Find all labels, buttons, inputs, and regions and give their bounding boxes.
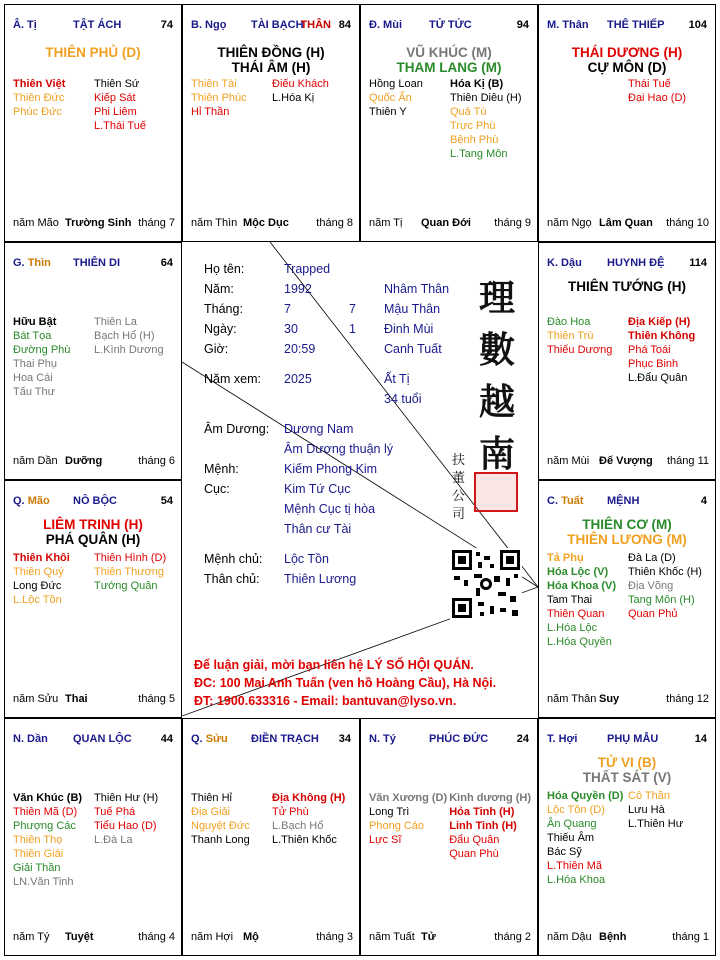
minor-star: Thanh Long xyxy=(191,834,250,846)
palace-stage: Trường Sinh xyxy=(65,217,132,229)
minor-star: Tấu Thư xyxy=(13,386,56,398)
main-stars xyxy=(361,45,537,75)
minor-star: Phá Toái xyxy=(628,344,671,356)
palace-number: 74 xyxy=(160,19,173,31)
palace-month: tháng 6 xyxy=(138,455,175,467)
month-can-chi: Mậu Thân xyxy=(384,302,441,316)
minor-star: L.Thái Tuế xyxy=(94,120,146,132)
minor-star: Thiên Khôi xyxy=(13,552,70,564)
minor-star: Quốc Ấn xyxy=(369,92,412,104)
palace-header xyxy=(13,495,175,507)
palace-number: 94 xyxy=(516,19,529,31)
palace-stage: Tuyệt xyxy=(65,931,94,943)
year-can-chi: Nhâm Thân xyxy=(384,282,450,296)
minor-star: Thiếu Âm xyxy=(547,832,595,844)
birth-hour: 20:59 xyxy=(284,342,316,356)
person-name: Trapped xyxy=(284,262,331,276)
chart-center-panel xyxy=(182,242,538,716)
palace-stage: Tử xyxy=(421,931,436,943)
palace-stage: Mộ xyxy=(243,931,259,943)
minor-star: Lực Sĩ xyxy=(369,834,402,846)
minor-star: Thiên Thương xyxy=(94,566,165,578)
cuc-label: Cục: xyxy=(204,482,230,496)
main-stars xyxy=(539,755,715,785)
minor-star: Thiên Quý xyxy=(13,566,64,578)
palace-footer xyxy=(191,931,353,945)
main-star: THIÊN TƯỚNG (H) xyxy=(568,279,686,294)
palace-title: TÀI BẠCH xyxy=(251,19,304,31)
main-stars xyxy=(539,517,715,547)
minor-stars xyxy=(191,791,353,847)
minor-star: Thiếu Dương xyxy=(547,344,613,356)
minor-star: Thiên La xyxy=(94,316,137,328)
minor-star: L.Hóa Khoa xyxy=(547,874,606,886)
minor-star: Phượng Các xyxy=(13,820,76,832)
palace-branch: Q. xyxy=(191,733,203,745)
minor-star: Tang Môn (H) xyxy=(628,594,695,606)
palace-cell-dan[interactable] xyxy=(4,718,182,956)
main-star: THIÊN ĐỒNG (H) xyxy=(217,45,325,60)
minor-star: Tử Phù xyxy=(272,806,309,818)
palace-footer xyxy=(369,931,531,945)
palace-number: 54 xyxy=(160,495,173,507)
main-star: THÁI ÂM (H) xyxy=(231,60,311,75)
palace-branch: T. Hợi xyxy=(547,733,578,745)
hour-label: Giờ: xyxy=(204,342,229,356)
minor-star: Địa Giải xyxy=(191,806,231,818)
minor-stars xyxy=(13,315,175,399)
minor-star: Hoa Cái xyxy=(13,372,53,384)
palace-footer xyxy=(547,217,709,231)
palace-title: HUYNH ĐỆ xyxy=(607,257,665,269)
palace-cell-suu[interactable] xyxy=(182,718,360,956)
palace-number: 64 xyxy=(160,257,173,269)
minor-star: L.Đẩu Quân xyxy=(628,372,688,384)
palace-footer xyxy=(13,455,175,469)
minor-star: Bệnh Phù xyxy=(450,134,499,146)
palace-cell-ty[interactable] xyxy=(4,4,182,242)
palace-branch: Â. Tị xyxy=(13,19,37,31)
palace-year: năm Mão xyxy=(13,217,59,229)
main-star: THIÊN CƠ (M) xyxy=(582,517,672,532)
palace-branch: N. Dần xyxy=(13,733,48,745)
minor-star: Tả Phụ xyxy=(547,552,584,564)
main-star: THAM LANG (M) xyxy=(396,60,502,75)
menh-chu: Lộc Tồn xyxy=(284,552,329,566)
minor-star: Thiên Không xyxy=(628,330,696,342)
palace-month: tháng 12 xyxy=(666,693,709,705)
main-stars xyxy=(539,279,715,294)
main-star: TỬ VI (B) xyxy=(597,755,657,770)
palace-stage: Quan Đới xyxy=(421,217,471,229)
palace-year: năm Tuất xyxy=(369,931,415,943)
minor-star: Hóa Quyền (D) xyxy=(547,790,624,802)
minor-star: Trực Phù xyxy=(450,120,496,132)
palace-number: 84 xyxy=(338,19,351,31)
palace-month: tháng 11 xyxy=(666,455,709,467)
minor-star: Bạch Hổ (H) xyxy=(94,330,155,342)
main-stars xyxy=(539,45,715,75)
palace-month: tháng 4 xyxy=(138,931,175,943)
palace-cell-ngo[interactable] xyxy=(182,4,360,242)
seal-side-text: 扶 董 公 司 xyxy=(452,453,466,522)
amduong: Dương Nam xyxy=(284,422,354,436)
minor-star: L.Hóa Quyền xyxy=(547,636,612,648)
palace-branch: Đ. Mùi xyxy=(369,19,402,31)
palace-header xyxy=(547,495,709,507)
than-chu-label: Thân chủ: xyxy=(204,572,260,586)
birth-month: 7 xyxy=(284,302,291,316)
minor-star: Phúc Đức xyxy=(13,106,62,118)
palace-cell-ty2[interactable] xyxy=(360,718,538,956)
minor-star: L.Hóa Lộc xyxy=(547,622,598,634)
contact-phone-email: ĐT: 1900.633316 - Email: bantuvan@lyso.vn. xyxy=(194,694,457,708)
minor-stars xyxy=(369,791,531,861)
minor-star: Linh Tinh (H) xyxy=(449,820,517,832)
palace-year: năm Mùi xyxy=(547,455,590,467)
palace-title: TỬ TỨC xyxy=(429,19,472,31)
palace-branch: B. Ngọ xyxy=(191,19,227,31)
cuc-note: Mệnh Cục tị hòa xyxy=(284,502,376,516)
palace-cell-tuat[interactable] xyxy=(538,480,716,718)
minor-star: Văn Xương (D) xyxy=(369,792,448,804)
palace-title: PHỤ MẪU xyxy=(607,733,659,745)
minor-star: Địa Võng xyxy=(628,580,674,592)
minor-star: L.Bạch Hổ xyxy=(272,820,324,832)
palace-year: năm Dậu xyxy=(547,931,592,943)
palace-footer xyxy=(547,931,709,945)
palace-branch-name: Mão xyxy=(27,495,50,507)
minor-star: Cô Thần xyxy=(628,790,670,802)
palace-footer xyxy=(547,455,709,469)
minor-star: L.Đà La xyxy=(94,834,133,846)
than-cu: Thân cư Tài xyxy=(284,522,352,536)
minor-stars xyxy=(13,791,175,889)
palace-branch: N. Tý xyxy=(369,733,396,745)
palace-branch: G. xyxy=(13,257,25,269)
minor-star: Thiên Trù xyxy=(547,330,594,342)
red-seal-stamp xyxy=(474,472,518,512)
cuc: Kim Tứ Cục xyxy=(284,482,351,496)
year-label: Năm: xyxy=(204,282,234,296)
minor-star: Kiếp Sát xyxy=(94,92,136,104)
palace-branch-name: Tuất xyxy=(561,495,584,507)
palace-title: NÔ BỘC xyxy=(73,495,117,507)
minor-star: Hóa Khoa (V) xyxy=(547,580,617,592)
palace-header xyxy=(369,733,531,745)
minor-star: Văn Khúc (B) xyxy=(13,792,83,804)
palace-branch-name: Thìn xyxy=(27,257,51,269)
minor-star: Thiên Y xyxy=(369,106,407,118)
main-star: THIÊN LƯƠNG (M) xyxy=(567,532,687,547)
minor-star: Thiên Khốc (H) xyxy=(628,566,702,578)
minor-star: Phong Cáo xyxy=(369,820,425,832)
palace-month: tháng 7 xyxy=(138,217,175,229)
minor-star: Thiên Đức xyxy=(13,92,65,104)
palace-month: tháng 3 xyxy=(316,931,353,943)
minor-star: Tam Thai xyxy=(547,594,593,606)
minor-star: Thiên Sứ xyxy=(94,78,140,90)
minor-star: L.Kình Dương xyxy=(94,344,164,356)
minor-star: L.Tang Môn xyxy=(450,148,508,160)
hour-can-chi: Canh Tuất xyxy=(384,342,442,356)
minor-star: L.Thiên Mã xyxy=(547,860,603,872)
main-stars xyxy=(5,45,181,60)
minor-stars xyxy=(547,77,709,105)
palace-title: TẬT ÁCH xyxy=(73,19,122,31)
palace-stage: Mộc Dục xyxy=(243,217,289,229)
palace-number: 34 xyxy=(338,733,351,745)
palace-month: tháng 10 xyxy=(666,217,709,229)
minor-star: Địa Không (H) xyxy=(272,792,346,804)
than-chu: Thiên Lương xyxy=(284,572,357,586)
contact-line-1: Để luận giải, mời bạn liên hệ LÝ SỐ HỘI QUÁN. xyxy=(194,658,474,672)
birth-day: 30 xyxy=(284,322,298,336)
minor-star: Thiên Hỉ xyxy=(191,792,232,804)
palace-stage: Thai xyxy=(65,693,88,705)
palace-cell-mui[interactable] xyxy=(360,4,538,242)
palace-header xyxy=(191,19,353,31)
minor-star: Thiên Mã (D) xyxy=(13,806,78,818)
minor-star: Tiểu Hao (D) xyxy=(94,820,157,832)
palace-branch-name: Sửu xyxy=(205,733,228,745)
main-star: PHÁ QUÂN (H) xyxy=(45,532,141,547)
palace-footer xyxy=(547,693,709,707)
minor-star: Quan Phủ xyxy=(628,608,678,620)
minor-star: Thiên Hư (H) xyxy=(94,792,159,804)
palace-number: 114 xyxy=(689,257,707,269)
minor-star: Lộc Tồn (D) xyxy=(547,804,605,816)
minor-star: Kình dương (H) xyxy=(449,792,531,804)
name-label: Họ tên: xyxy=(204,262,245,276)
palace-number: 14 xyxy=(694,733,707,745)
palace-title: QUAN LỘC xyxy=(73,733,132,745)
minor-stars xyxy=(547,551,709,649)
palace-cell-hoi[interactable] xyxy=(538,718,716,956)
minor-star: L.Lộc Tồn xyxy=(13,594,62,606)
minor-star: Long Đức xyxy=(13,580,62,592)
minor-star: Long Trì xyxy=(369,806,410,818)
minor-star: Thiên Thọ xyxy=(13,834,63,846)
minor-star: L.Thiên Hư xyxy=(628,818,684,830)
palace-stage: Đế Vượng xyxy=(599,455,653,467)
palace-stage: Suy xyxy=(599,693,620,705)
minor-star: Hỉ Thần xyxy=(191,106,230,118)
minor-star: Giải Thần xyxy=(13,862,61,874)
minor-star: Tướng Quân xyxy=(94,580,158,592)
palace-number: 4 xyxy=(700,495,707,507)
birth-year: 1992 xyxy=(284,282,312,296)
palace-month: tháng 8 xyxy=(316,217,353,229)
main-stars xyxy=(5,517,181,547)
minor-star: Thiên Việt xyxy=(13,78,66,90)
palace-header xyxy=(13,19,175,31)
main-star: THÁI DƯƠNG (H) xyxy=(571,45,683,60)
palace-cell-thin[interactable] xyxy=(4,242,182,480)
palace-branch: K. Dậu xyxy=(547,257,582,269)
palace-branch: C. xyxy=(547,495,558,507)
main-stars xyxy=(183,45,359,75)
minor-star: Đào Hoa xyxy=(547,316,591,328)
palace-footer xyxy=(13,217,175,231)
month-label: Tháng: xyxy=(204,302,243,316)
minor-star: Đà La (D) xyxy=(628,552,676,564)
palace-header xyxy=(13,733,175,745)
minor-star: Lưu Hà xyxy=(628,804,665,816)
palace-month: tháng 5 xyxy=(138,693,175,705)
palace-title: MỆNH xyxy=(607,495,640,507)
palace-month: tháng 2 xyxy=(494,931,531,943)
minor-star: Thai Phụ xyxy=(13,358,58,370)
main-star: CỰ MÔN (D) xyxy=(587,60,667,75)
menh: Kiếm Phong Kim xyxy=(284,462,378,476)
menh-label: Mệnh: xyxy=(204,462,239,476)
than-marker: THÂN xyxy=(300,19,331,31)
palace-cell-dau[interactable] xyxy=(538,242,716,480)
palace-header xyxy=(547,19,709,31)
minor-star: Thiên Hình (D) xyxy=(94,552,167,564)
minor-star: Hồng Loan xyxy=(369,78,423,90)
minor-star: Quả Tú xyxy=(450,106,487,118)
minor-stars xyxy=(547,315,709,385)
palace-month: tháng 1 xyxy=(672,931,709,943)
minor-star: Thiên Giải xyxy=(13,848,64,860)
minor-star: Đẩu Quân xyxy=(449,834,500,846)
palace-year: năm Sửu xyxy=(13,693,59,705)
palace-branch: M. Thân xyxy=(547,19,589,31)
minor-star: Thiên Diêu (H) xyxy=(450,92,522,104)
minor-star: Địa Kiếp (H) xyxy=(628,316,691,328)
palace-month: tháng 9 xyxy=(494,217,531,229)
day-label: Ngày: xyxy=(204,322,237,336)
palace-title: THIÊN DI xyxy=(73,257,121,269)
palace-header xyxy=(13,257,175,269)
minor-stars xyxy=(369,77,531,161)
minor-star: L.Thiên Khốc xyxy=(272,834,337,846)
palace-number: 104 xyxy=(688,19,707,31)
minor-star: Thái Tuế xyxy=(628,78,671,90)
palace-stage: Dưỡng xyxy=(65,455,103,467)
minor-star: Ân Quang xyxy=(547,818,597,830)
palace-year: năm Tý xyxy=(13,931,50,943)
minor-star: Hóa Lộc (V) xyxy=(547,566,609,578)
minor-star: Hỏa Tinh (H) xyxy=(449,806,515,818)
palace-header xyxy=(369,19,531,31)
minor-star: Điếu Khách xyxy=(272,78,329,90)
palace-number: 44 xyxy=(160,733,173,745)
minor-stars xyxy=(191,77,353,119)
minor-star: Phục Binh xyxy=(628,358,679,370)
palace-branch: Q. xyxy=(13,495,25,507)
view-year: 2025 xyxy=(284,372,312,386)
age: 34 tuổi xyxy=(384,392,422,406)
palace-header xyxy=(547,733,709,745)
palace-number: 24 xyxy=(516,733,529,745)
minor-stars xyxy=(13,77,175,133)
palace-footer xyxy=(369,217,531,231)
minor-star: Thiên Tài xyxy=(191,78,237,90)
main-star: VŨ KHÚC (M) xyxy=(406,45,492,60)
palace-year: năm Hợi xyxy=(191,931,234,943)
palace-header xyxy=(191,733,353,745)
minor-star: Thiên Phúc xyxy=(191,92,247,104)
minor-star: L.Hóa Kị xyxy=(272,92,315,104)
palace-cell-mao[interactable] xyxy=(4,480,182,718)
palace-footer xyxy=(13,931,175,945)
palace-header xyxy=(547,257,709,269)
palace-year: năm Thìn xyxy=(191,217,238,229)
palace-year: năm Dần xyxy=(13,455,58,467)
palace-title: PHÚC ĐỨC xyxy=(429,733,489,745)
main-star: THẤT SÁT (V) xyxy=(582,770,672,785)
palace-footer xyxy=(191,217,353,231)
palace-year: năm Thân xyxy=(547,693,597,705)
lunar-month: 7 xyxy=(349,302,356,316)
minor-star: Nguyệt Đức xyxy=(191,820,250,832)
palace-footer xyxy=(13,693,175,707)
view-year-label: Năm xem: xyxy=(204,372,261,386)
minor-star: Hóa Kị (B) xyxy=(450,78,504,90)
calligraphy-logo: 理 數 越 南 xyxy=(478,277,515,475)
view-year-can-chi: Ất Tị xyxy=(384,372,410,386)
minor-star: Tuế Phá xyxy=(94,806,136,818)
menh-chu-label: Mệnh chủ: xyxy=(204,552,263,566)
minor-star: Thiên Quan xyxy=(547,608,605,620)
minor-star: Phi Liêm xyxy=(94,106,137,118)
minor-star: Bác Sỹ xyxy=(547,846,582,858)
minor-star: Quan Phù xyxy=(449,848,499,860)
main-star: THIÊN PHỦ (D) xyxy=(45,45,141,60)
palace-stage: Lâm Quan xyxy=(599,217,653,229)
day-can-chi: Đinh Mùi xyxy=(384,322,434,336)
palace-year: năm Tị xyxy=(369,217,403,229)
palace-stage: Bệnh xyxy=(599,931,627,943)
palace-title: ĐIỀN TRẠCH xyxy=(251,733,319,745)
amduong-note: Âm Dương thuận lý xyxy=(284,442,393,456)
minor-star: Đại Hao (D) xyxy=(628,92,687,104)
lunar-day: 1 xyxy=(349,322,356,336)
palace-cell-than[interactable] xyxy=(538,4,716,242)
qr-code-icon[interactable] xyxy=(450,548,522,620)
palace-year: năm Ngọ xyxy=(547,217,592,229)
minor-stars xyxy=(547,789,709,887)
minor-star: Đường Phù xyxy=(13,344,71,356)
amduong-label: Âm Dương: xyxy=(204,422,270,436)
minor-stars xyxy=(13,551,175,607)
minor-star: Hữu Bật xyxy=(13,316,57,328)
minor-star: Bát Tọa xyxy=(13,330,52,342)
main-star: LIÊM TRINH (H) xyxy=(43,517,143,532)
minor-star: LN.Văn Tinh xyxy=(13,876,74,888)
contact-address: ĐC: 100 Mai Anh Tuấn (ven hồ Hoàng Cầu), Hà Nội. xyxy=(194,676,497,690)
palace-title: THÊ THIẾP xyxy=(607,19,665,31)
